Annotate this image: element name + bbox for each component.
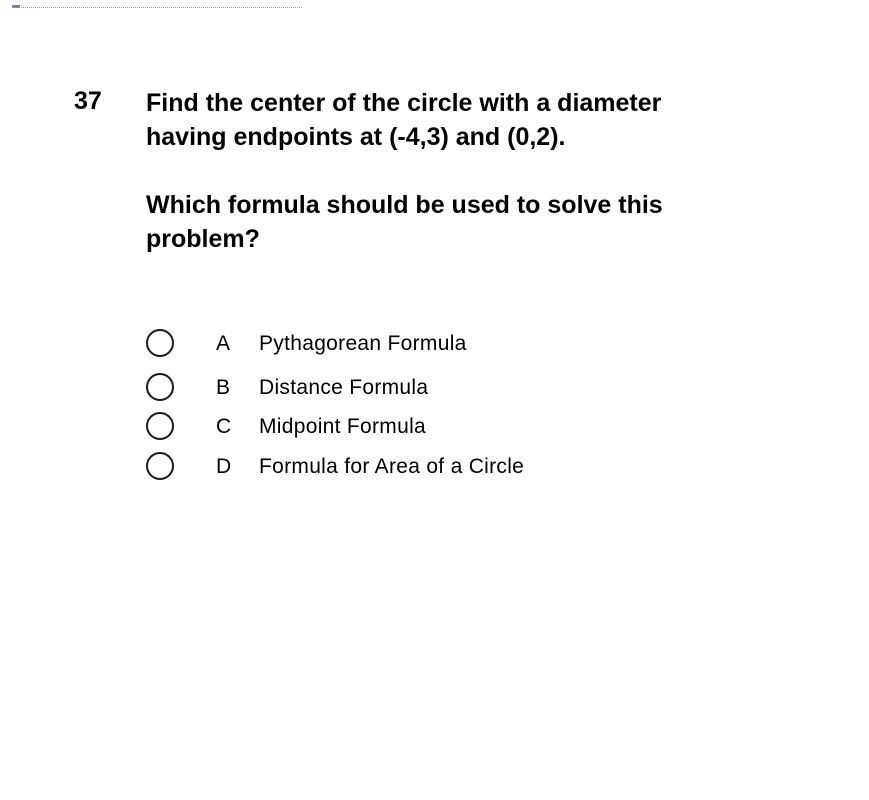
radio-button-icon[interactable] (146, 412, 174, 440)
choice-letter: C (216, 415, 232, 438)
question-text: Find the center of the circle with a diameter having endpoints at (-4,3) and (0,2). Which formula should be used to solve this problem? (146, 89, 663, 253)
choice-label: Formula for Area of a Circle (259, 455, 525, 478)
radio-button-icon[interactable] (146, 329, 174, 357)
choice-label: Pythagorean Formula (259, 332, 467, 355)
choice-b[interactable] (146, 373, 746, 407)
header-dotted-line (12, 7, 302, 8)
choice-label: Midpoint Formula (259, 415, 427, 438)
choice-d[interactable] (146, 452, 746, 486)
choice-letter: D (216, 455, 232, 478)
question-number: 37 (74, 87, 102, 115)
choice-letter: B (216, 376, 231, 399)
choice-a[interactable] (146, 329, 746, 363)
radio-button-icon[interactable] (146, 373, 174, 401)
choice-c[interactable] (146, 412, 746, 446)
choice-letter: A (216, 332, 231, 355)
radio-button-icon[interactable] (146, 452, 174, 480)
choice-label: Distance Formula (259, 376, 429, 399)
